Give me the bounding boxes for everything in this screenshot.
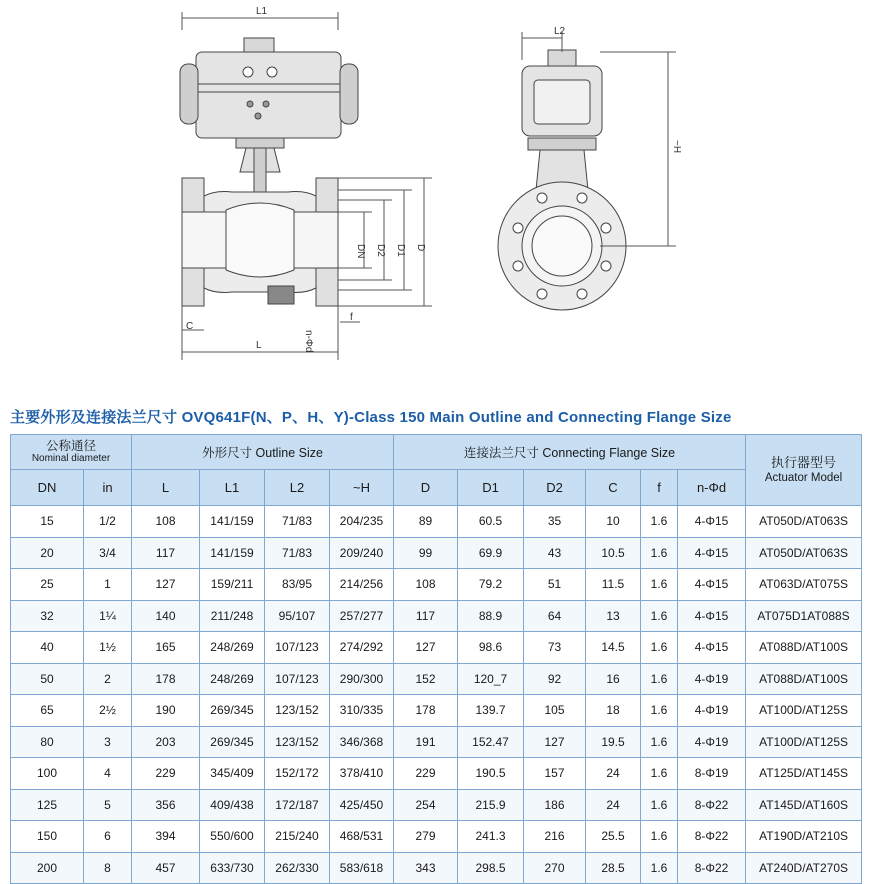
actuator-end-cap-left bbox=[180, 64, 198, 124]
table-cell: AT100D/AT125S bbox=[746, 726, 862, 758]
table-cell: 32 bbox=[11, 600, 84, 632]
table-cell: 69.9 bbox=[458, 537, 524, 569]
table-cell: 1.6 bbox=[641, 695, 678, 727]
table-cell: 2½ bbox=[84, 695, 132, 727]
table-cell: 16 bbox=[586, 663, 641, 695]
table-cell: 108 bbox=[394, 569, 458, 601]
table-cell: 215.9 bbox=[458, 789, 524, 821]
table-cell: 8-Φ22 bbox=[678, 821, 746, 853]
dim-label-h: ~H bbox=[671, 140, 682, 154]
table-cell: 203 bbox=[132, 726, 200, 758]
table-cell: 178 bbox=[132, 663, 200, 695]
table-cell: 141/159 bbox=[200, 537, 265, 569]
column-header: in bbox=[84, 470, 132, 506]
table-cell: AT190D/AT210S bbox=[746, 821, 862, 853]
table-cell: AT100D/AT125S bbox=[746, 695, 862, 727]
table-row bbox=[11, 726, 862, 758]
table-cell: 107/123 bbox=[265, 663, 330, 695]
table-cell: 11.5 bbox=[586, 569, 641, 601]
table-row bbox=[11, 758, 862, 790]
table-cell: 345/409 bbox=[200, 758, 265, 790]
column-header: D bbox=[394, 470, 458, 506]
drain-plug bbox=[268, 286, 294, 304]
table-cell: 4-Φ15 bbox=[678, 506, 746, 538]
table-cell: 274/292 bbox=[330, 632, 394, 664]
table-cell: 215/240 bbox=[265, 821, 330, 853]
table-cell: 5 bbox=[84, 789, 132, 821]
column-header: n-Φd bbox=[678, 470, 746, 506]
table-cell: 1¼ bbox=[84, 600, 132, 632]
dim-label-d2: D2 bbox=[375, 244, 386, 257]
header-outline-size: 外形尺寸 Outline Size bbox=[132, 435, 394, 470]
table-cell: 279 bbox=[394, 821, 458, 853]
table-cell: 4 bbox=[84, 758, 132, 790]
table-cell: AT075D1AT088S bbox=[746, 600, 862, 632]
table-cell: 28.5 bbox=[586, 852, 641, 884]
table-cell: 19.5 bbox=[586, 726, 641, 758]
table-cell: 150 bbox=[11, 821, 84, 853]
table-cell: 24 bbox=[586, 758, 641, 790]
table-cell: 394 bbox=[132, 821, 200, 853]
table-cell: 79.2 bbox=[458, 569, 524, 601]
table-cell: 1.6 bbox=[641, 726, 678, 758]
table-cell: 211/248 bbox=[200, 600, 265, 632]
table-cell: 346/368 bbox=[330, 726, 394, 758]
table-cell: 157 bbox=[524, 758, 586, 790]
table-cell: 550/600 bbox=[200, 821, 265, 853]
table-cell: 4-Φ19 bbox=[678, 663, 746, 695]
table-row bbox=[11, 600, 862, 632]
table-cell: 1.6 bbox=[641, 600, 678, 632]
table-cell: 269/345 bbox=[200, 726, 265, 758]
dim-label-f: f bbox=[350, 312, 353, 323]
table-cell: 88.9 bbox=[458, 600, 524, 632]
dimension-table bbox=[10, 434, 862, 884]
table-cell: AT125D/AT145S bbox=[746, 758, 862, 790]
table-cell: 107/123 bbox=[265, 632, 330, 664]
table-row bbox=[11, 506, 862, 538]
column-header: L bbox=[132, 470, 200, 506]
table-cell: 190.5 bbox=[458, 758, 524, 790]
table-cell: 152 bbox=[394, 663, 458, 695]
dim-label-c: C bbox=[186, 321, 194, 332]
table-cell: 60.5 bbox=[458, 506, 524, 538]
table-cell: 298.5 bbox=[458, 852, 524, 884]
table-cell: 583/618 bbox=[330, 852, 394, 884]
table-cell: 8-Φ19 bbox=[678, 758, 746, 790]
table-cell: AT088D/AT100S bbox=[746, 632, 862, 664]
table-cell: 117 bbox=[394, 600, 458, 632]
dim-label-nphid: n-Φd bbox=[303, 330, 314, 353]
table-cell: 65 bbox=[11, 695, 84, 727]
table-cell: 248/269 bbox=[200, 663, 265, 695]
table-cell: 248/269 bbox=[200, 632, 265, 664]
table-cell: AT063D/AT075S bbox=[746, 569, 862, 601]
table-cell: AT050D/AT063S bbox=[746, 537, 862, 569]
table-cell: 120_7 bbox=[458, 663, 524, 695]
table-cell: 343 bbox=[394, 852, 458, 884]
table-cell: 633/730 bbox=[200, 852, 265, 884]
table-cell: 1.6 bbox=[641, 506, 678, 538]
table-cell: 1.6 bbox=[641, 789, 678, 821]
table-cell: 270 bbox=[524, 852, 586, 884]
table-row bbox=[11, 569, 862, 601]
column-header: f bbox=[641, 470, 678, 506]
table-row bbox=[11, 821, 862, 853]
table-cell: 98.6 bbox=[458, 632, 524, 664]
actuator-indicator bbox=[244, 38, 274, 52]
table-cell: 83/95 bbox=[265, 569, 330, 601]
valve-drawing bbox=[0, 0, 874, 400]
table-cell: 51 bbox=[524, 569, 586, 601]
dim-label-d: D bbox=[415, 244, 426, 252]
header-nominal-diameter: 公称通径 Nominal diameter bbox=[11, 435, 132, 470]
table-cell: 123/152 bbox=[265, 695, 330, 727]
table-cell: AT050D/AT063S bbox=[746, 506, 862, 538]
table-cell: 3 bbox=[84, 726, 132, 758]
table-cell: 1.6 bbox=[641, 632, 678, 664]
table-cell: 216 bbox=[524, 821, 586, 853]
table-cell: 152.47 bbox=[458, 726, 524, 758]
table-cell: 290/300 bbox=[330, 663, 394, 695]
column-header: DN bbox=[11, 470, 84, 506]
table-cell: 191 bbox=[394, 726, 458, 758]
table-cell: 127 bbox=[524, 726, 586, 758]
table-cell: 25 bbox=[11, 569, 84, 601]
table-cell: 8-Φ22 bbox=[678, 852, 746, 884]
table-cell: 25.5 bbox=[586, 821, 641, 853]
column-header: ~H bbox=[330, 470, 394, 506]
table-cell: 1½ bbox=[84, 632, 132, 664]
table-cell: 20 bbox=[11, 537, 84, 569]
dim-label-d1: D1 bbox=[395, 244, 406, 257]
dim-label-l2: L2 bbox=[554, 26, 566, 37]
table-cell: 229 bbox=[132, 758, 200, 790]
table-cell: 4-Φ15 bbox=[678, 600, 746, 632]
table-cell: 100 bbox=[11, 758, 84, 790]
table-cell: 35 bbox=[524, 506, 586, 538]
table-cell: 24 bbox=[586, 789, 641, 821]
actuator-body bbox=[196, 52, 341, 138]
column-header: L1 bbox=[200, 470, 265, 506]
table-cell: 1.6 bbox=[641, 537, 678, 569]
table-cell: 229 bbox=[394, 758, 458, 790]
table-cell: 1 bbox=[84, 569, 132, 601]
table-cell: 3/4 bbox=[84, 537, 132, 569]
table-cell: 241.3 bbox=[458, 821, 524, 853]
table-cell: 13 bbox=[586, 600, 641, 632]
valve-ball bbox=[226, 203, 294, 277]
table-cell: 18 bbox=[586, 695, 641, 727]
table-cell: 6 bbox=[84, 821, 132, 853]
table-cell: 139.7 bbox=[458, 695, 524, 727]
table-cell: 4-Φ19 bbox=[678, 695, 746, 727]
table-cell: AT145D/AT160S bbox=[746, 789, 862, 821]
table-cell: 200 bbox=[11, 852, 84, 884]
table-cell: 1/2 bbox=[84, 506, 132, 538]
table-cell: 140 bbox=[132, 600, 200, 632]
table-cell: 14.5 bbox=[586, 632, 641, 664]
table-cell: 468/531 bbox=[330, 821, 394, 853]
table-cell: 123/152 bbox=[265, 726, 330, 758]
table-cell: 1.6 bbox=[641, 821, 678, 853]
table-cell: 4-Φ15 bbox=[678, 569, 746, 601]
table-cell: 409/438 bbox=[200, 789, 265, 821]
table-cell: 1.6 bbox=[641, 852, 678, 884]
table-cell: 165 bbox=[132, 632, 200, 664]
table-cell: 152/172 bbox=[265, 758, 330, 790]
table-cell: 457 bbox=[132, 852, 200, 884]
table-cell: 105 bbox=[524, 695, 586, 727]
page-title: 主要外形及连接法兰尺寸 OVQ641F(N、P、H、Y)-Class 150 Main Outline and Connecting Flange Size bbox=[10, 409, 732, 426]
table-cell: 269/345 bbox=[200, 695, 265, 727]
column-header: L2 bbox=[265, 470, 330, 506]
table-cell: 4-Φ15 bbox=[678, 632, 746, 664]
table-row bbox=[11, 789, 862, 821]
table-cell: 64 bbox=[524, 600, 586, 632]
table-cell: 1.6 bbox=[641, 663, 678, 695]
table-row bbox=[11, 537, 862, 569]
table-cell: 40 bbox=[11, 632, 84, 664]
table-cell: 1.6 bbox=[641, 569, 678, 601]
table-cell: 10.5 bbox=[586, 537, 641, 569]
table-cell: 89 bbox=[394, 506, 458, 538]
table-cell: 214/256 bbox=[330, 569, 394, 601]
table-cell: 15 bbox=[11, 506, 84, 538]
table-cell: 8-Φ22 bbox=[678, 789, 746, 821]
dim-label-l: L bbox=[256, 340, 262, 351]
table-cell: 204/235 bbox=[330, 506, 394, 538]
table-cell: 127 bbox=[132, 569, 200, 601]
table-row bbox=[11, 695, 862, 727]
table-cell: 257/277 bbox=[330, 600, 394, 632]
table-cell: 159/211 bbox=[200, 569, 265, 601]
header-actuator-model: 执行器型号 Actuator Model bbox=[746, 435, 862, 506]
table-cell: 43 bbox=[524, 537, 586, 569]
table-cell: 50 bbox=[11, 663, 84, 695]
table-cell: 2 bbox=[84, 663, 132, 695]
table-cell: 4-Φ15 bbox=[678, 537, 746, 569]
table-cell: 4-Φ19 bbox=[678, 726, 746, 758]
actuator-end-cap-right bbox=[340, 64, 358, 124]
table-cell: 425/450 bbox=[330, 789, 394, 821]
header-connecting-flange-size: 连接法兰尺寸 Connecting Flange Size bbox=[394, 435, 746, 470]
table-cell: 125 bbox=[11, 789, 84, 821]
table-cell: 71/83 bbox=[265, 506, 330, 538]
table-cell: 92 bbox=[524, 663, 586, 695]
table-cell: 262/330 bbox=[265, 852, 330, 884]
column-header: C bbox=[586, 470, 641, 506]
table-cell: 178 bbox=[394, 695, 458, 727]
table-cell: 378/410 bbox=[330, 758, 394, 790]
column-header: D1 bbox=[458, 470, 524, 506]
table-cell: 95/107 bbox=[265, 600, 330, 632]
table-cell: 8 bbox=[84, 852, 132, 884]
table-cell: 190 bbox=[132, 695, 200, 727]
table-row bbox=[11, 632, 862, 664]
table-cell: 209/240 bbox=[330, 537, 394, 569]
table-cell: 356 bbox=[132, 789, 200, 821]
table-cell: 71/83 bbox=[265, 537, 330, 569]
column-header: D2 bbox=[524, 470, 586, 506]
table-cell: 310/335 bbox=[330, 695, 394, 727]
table-cell: 141/159 bbox=[200, 506, 265, 538]
table-cell: 254 bbox=[394, 789, 458, 821]
table-cell: 127 bbox=[394, 632, 458, 664]
table-cell: 1.6 bbox=[641, 758, 678, 790]
dim-label-l1: L1 bbox=[256, 6, 268, 17]
table-cell: 117 bbox=[132, 537, 200, 569]
table-cell: 172/187 bbox=[265, 789, 330, 821]
table-row bbox=[11, 663, 862, 695]
table-row bbox=[11, 852, 862, 884]
table-cell: 108 bbox=[132, 506, 200, 538]
table-cell: 186 bbox=[524, 789, 586, 821]
table-cell: 10 bbox=[586, 506, 641, 538]
table-cell: AT088D/AT100S bbox=[746, 663, 862, 695]
table-cell: 80 bbox=[11, 726, 84, 758]
table-cell: AT240D/AT270S bbox=[746, 852, 862, 884]
table-cell: 99 bbox=[394, 537, 458, 569]
dim-label-dn: DN bbox=[355, 244, 366, 259]
table-cell: 73 bbox=[524, 632, 586, 664]
